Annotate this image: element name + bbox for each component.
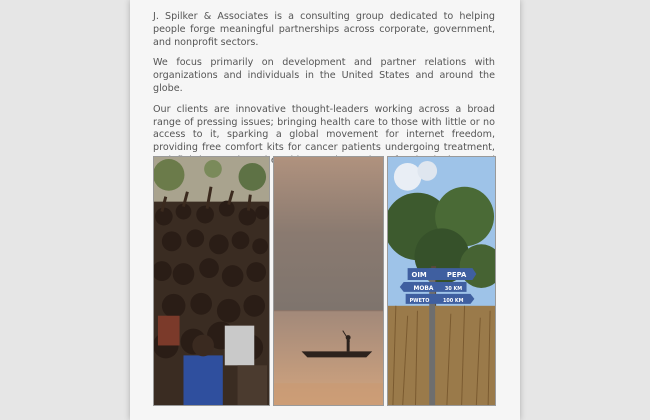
- sign-line2-left: MOBA: [413, 285, 434, 292]
- sign-line1-right: PEPA: [446, 271, 467, 280]
- intro-paragraph-1: J. Spilker & Associates is a consulting group dedicated to helping people forge meaningful partnerships across corporate, government, and nonprofit sectors.: [153, 11, 495, 48]
- intro-paragraph-2: We focus primarily on development and partner relations with organizations and individuals in the United States and around the globe.: [153, 57, 495, 94]
- sign-line1-left: OIM: [411, 271, 427, 280]
- sign-line3-left: PWETO: [409, 297, 430, 304]
- photo-strip: [153, 156, 496, 406]
- signpost-photo: [387, 156, 496, 406]
- sign-line3-right: 100 KM: [442, 297, 464, 304]
- crowd-photo: [153, 156, 270, 406]
- sign-line2-right: 30 KM: [444, 285, 463, 292]
- intro-paragraph-3: Our clients are innovative thought-leaders working across a broad range of pressing issues; bringing health care to those with little or no access to it, sparking a global movement for internet freedom, providing free comfort kits for cancer patients undergoing treatment,: [153, 103, 495, 154]
- lake-boat-photo: [273, 156, 384, 406]
- content-panel: [130, 0, 520, 420]
